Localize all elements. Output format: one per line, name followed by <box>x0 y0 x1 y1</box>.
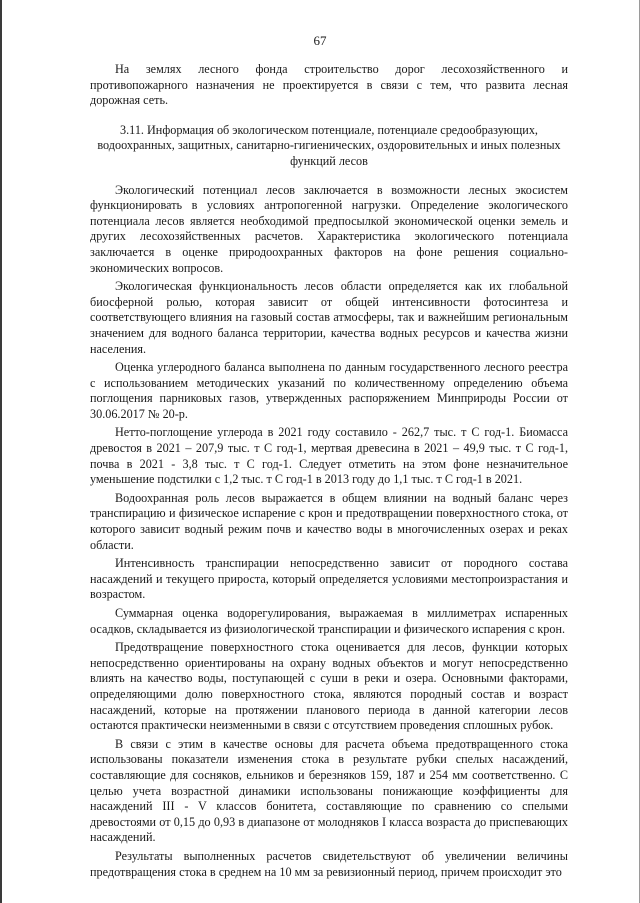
paragraph-carbon-uptake: Нетто-поглощение углерода в 2021 году составило - 262,7 тыс. т С год-1. Биомасса древостоя в 2021 – 207,9 тыс. т С год-1, мертвая древесина в 2021 – 49,9 тыс. т С год-1, почва в 2021 - 3,8 тыс. т С год-1. Следует отметить на этом фоне незначительное уменьшение подстилки с 1,2 тыс. т С год-1 в 2013 году до 1,1 тыс. т С год-1 в 2021. <box>90 425 568 487</box>
intro-paragraph: На землях лесного фонда строительство дорог лесохозяйственного и противопожарного назначения не проектируется в связи с тем, что развита лесная дорожная сеть. <box>90 62 568 108</box>
paragraph-ecological-functionality: Экологическая функциональность лесов области определяется как их глобальной биосферной ролью, которая зависит от общей интенсивности фотосинтеза и соответствующего влияния на газовый состав атмосферы, так и важнейшим региональным значением для водного баланса территории, качества водных ресурсов и качества жизни населения. <box>90 279 568 356</box>
paragraph-ecological-potential: Экологический потенциал лесов заключается в возможности лесных экосистем функционировать в условиях антропогенной нагрузки. Определение экологического потенциала лесов является необходимой предпосылкой экономической оценки земель и других лесохозяйственных расчетов. Характеристика экологического потенциала заключается в оценке природоохранных факторов на фоне решения социально-экономических вопросов. <box>90 182 568 275</box>
paragraph-runoff-prevention: Предотвращение поверхностного стока оценивается для лесов, функции которых непосредственно ориентированы на охрану водных объектов и могут непосредственно влиять на качество воды, поступающей с суши в реки и озера. Основными факторами, определяющими долю поверхностного стока, являются породный состав и возраст насаждений, которые на протяжении планового периода в данной категории лесов остаются практически неизменными в связи с отсутствием проведения сплошных рубок. <box>90 640 568 733</box>
paragraph-water-regulation: Суммарная оценка водорегулирования, выражаемая в миллиметрах испаренных осадков, складывается из физиологической транспирации и физического испарения с крон. <box>90 606 568 636</box>
section-title: 3.11. Информация об экологическом потенциале, потенциале средообразующих, водоохранных, защитных, санитарно-гигиенических, оздоровительных и иных полезных функций лесов <box>97 122 561 168</box>
page-number: 67 <box>313 33 327 48</box>
document-body <box>90 62 568 883</box>
paragraph-transpiration: Интенсивность транспирации непосредственно зависит от породного состава насаждений и текущего прироста, который определяется условиями местопроизрастания и возрастом. <box>90 556 568 602</box>
paragraph-carbon-balance: Оценка углеродного баланса выполнена по данным государственного лесного реестра с использованием методических указаний по количественному определению объема поглощения парниковых газов, утвержденных распоряжением Минприроды России от 30.06.2017 № 20-р. <box>90 360 568 421</box>
paragraph-water-protection: Водоохранная роль лесов выражается в общем влиянии на водный баланс через транспирацию и физическое испарение с крон и предотвращении поверхностного стока, от которого зависит водный режим почв и качество воды в многочисленных озерах и реках области. <box>90 490 568 552</box>
paragraph-runoff-calculation: В связи с этим в качестве основы для расчета объема предотвращенного стока использованы показатели изменения стока в результате рубки спелых насаждений, составляющие для сосняков, ельников и березняков 159, 187 и 254 мм соответственно. С целью учета возрастной динамики использованы понижающие коэффициенты для насаждений III - V классов бонитета, составляющие по сравнению со спелыми древостоями от 0,15 до 0,93 в диапазоне от молодняков I класса возраста до приспевающих насаждений. <box>90 736 568 845</box>
scan-left-edge <box>0 0 2 903</box>
paragraph-results: Результаты выполненных расчетов свидетельствуют об увеличении величины предотвращения стока в среднем на 10 мм за ревизионный период, причем происходит это <box>90 848 568 879</box>
